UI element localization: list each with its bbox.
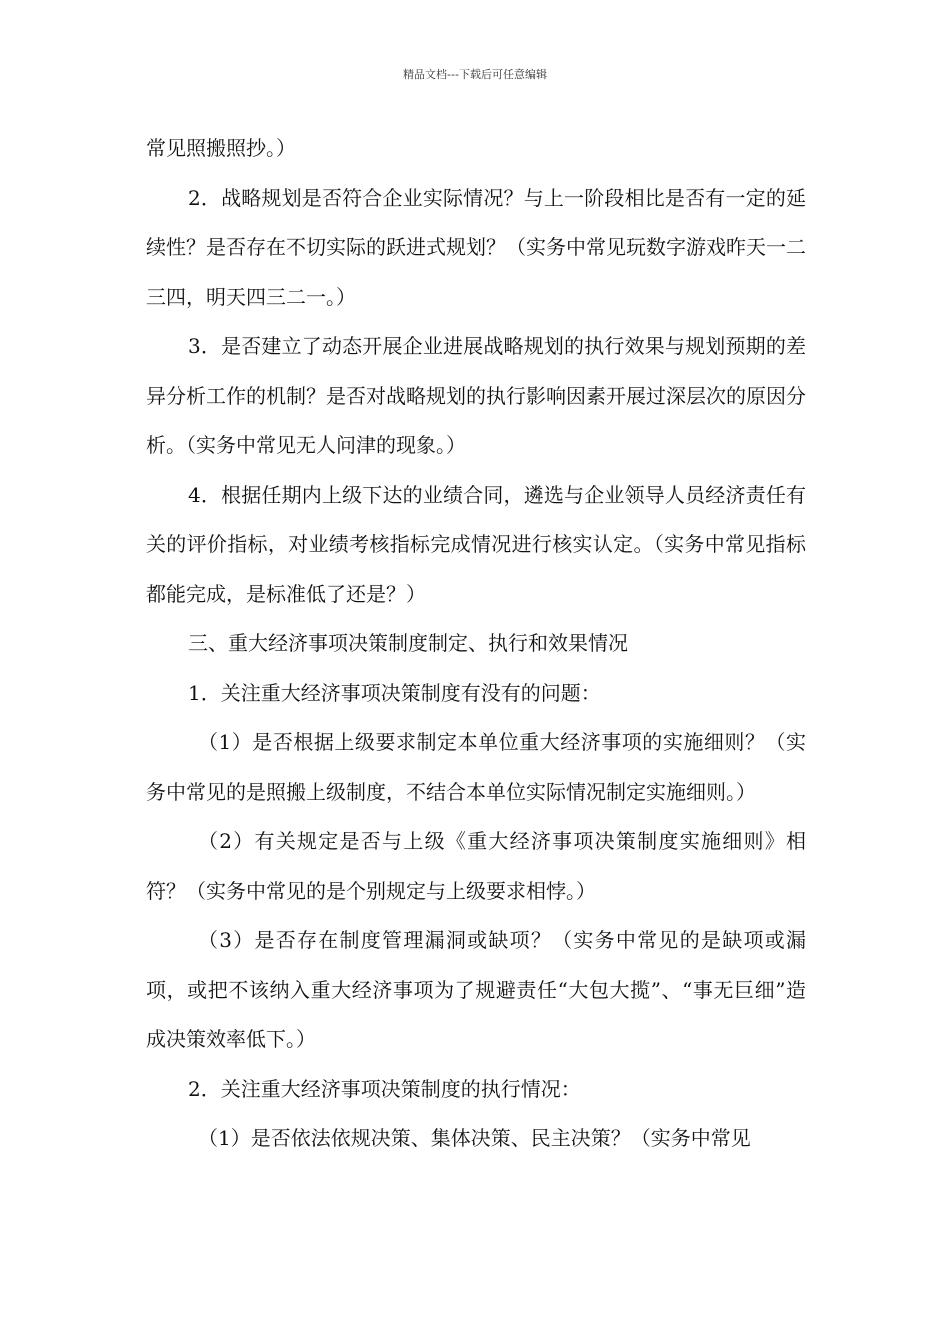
paragraph-sub-item-3: （3）是否存在制度管理漏洞或缺项？（实务中常见的是缺项或漏项，或把不该纳入重大经济事项为了规避责任“大包大揽”、“事无巨细”造成决策效率低下。） xyxy=(146,928,806,1051)
paragraph-sub-item-2: （2）有关规定是否与上级《重大经济事项决策制度实施细则》相符？（实务中常见的是个别规定与上级要求相悖。） xyxy=(146,829,806,903)
paragraph-item-4: 4．根据任期内上级下达的业绩合同，遴选与企业领导人员经济责任有关的评价指标，对业绩考核指标完成情况进行核实认定。（实务中常见指标都能完成，是标准低了还是？） xyxy=(146,482,806,606)
page-header: 精品文档---下载后可任意编辑 xyxy=(403,68,547,81)
paragraph-item-2: 2．战略规划是否符合企业实际情况？与上一阶段相比是否有一定的延续性？是否存在不切实际的跃进式规划？（实务中常见玩数字游戏昨天一二三四，明天四三二一。） xyxy=(146,185,806,309)
paragraph-continuation: 常见照搬照抄。） xyxy=(146,136,296,160)
subsection-heading-1: 1．关注重大经济事项决策制度有没有的问题： xyxy=(188,680,601,705)
paragraph-sub-item-1: （1）是否根据上级要求制定本单位重大经济事项的实施细则？（实务中常见的是照搬上级制度，不结合本单位实际情况制定实施细则。） xyxy=(146,730,806,804)
document-body xyxy=(146,124,806,1164)
subsection-heading-2: 2．关注重大经济事项决策制度的执行情况： xyxy=(188,1076,581,1101)
paragraph-sub-item-1b: （1）是否依法依规决策、集体决策、民主决策？（实务中常见 xyxy=(198,1126,751,1150)
paragraph-item-3: 3．是否建立了动态开展企业进展战略规划的执行效果与规划预期的差异分析工作的机制？是否对战略规划的执行影响因素开展过深层次的原因分析。（实务中常见无人问津的现象。） xyxy=(146,334,806,457)
section-heading-3: 三、重大经济事项决策制度制定、执行和效果情况 xyxy=(188,631,628,655)
